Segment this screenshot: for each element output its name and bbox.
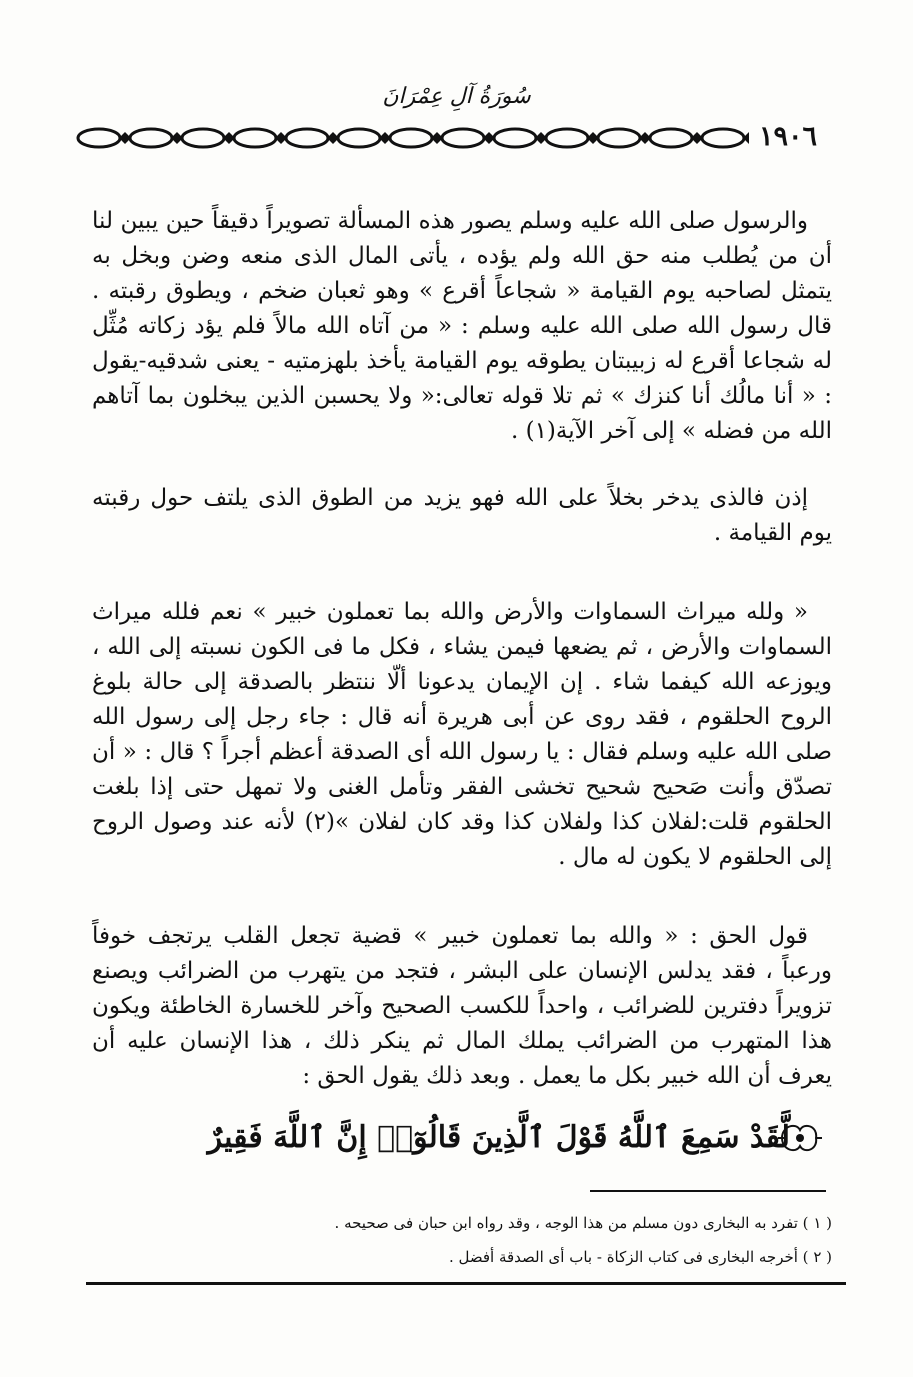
footnote-1: ( ١ ) تفرد به البخارى دون مسلم من هذا الوجه ، وقد رواه ابن حبان فى صحيحه . xyxy=(334,1214,832,1232)
chain-link-shape xyxy=(338,129,380,147)
paragraph-4: قول الحق : « والله بما تعملون خبير » قضية تجعل القلب يرتجف خوفاً ورعباً ، فقد يدلس الإنسان على البشر ، فتجد من يتهرب من الضرائب ويصنع تزويراً دفترين للضرائب ، واحداً للكسب الصحيح وآخر للخسارة الخاطئة ويكون هذا المتهرب من الضرائب يملك المال ثم ينكر ذلك ، هذا الإنسان عليه أن يعرف أن الله خبير بكل ما يعمل . وبعد ذلك يقول الحق : xyxy=(92,923,832,1089)
chain-link-shape xyxy=(286,129,328,147)
ornamental-header-band xyxy=(74,120,844,156)
quran-verse: لَّقَدْ سَمِعَ ٱللَّهُ قَوْلَ ٱلَّذِينَ قَالُوٓا۟ إِنَّ ٱللَّهَ فَقِيرٌ xyxy=(207,1120,790,1155)
chain-link-shape xyxy=(78,129,120,147)
chain-link-shape xyxy=(182,129,224,147)
main-text xyxy=(92,204,832,1094)
footnote-2: ( ٢ ) أخرجه البخارى فى كتاب الزكاة - باب أى الصدقة أفضل . xyxy=(448,1248,832,1266)
paragraph-1: والرسول صلى الله عليه وسلم يصور هذه المسألة تصويراً دقيقاً حين يبين لنا أن من يُطلب منه حق الله ولم يؤده ، يأتى المال الذى منعه وضن وبخل به يتمثل لصاحبه يوم القيامة « شجاعاً أقرع » وهو ثعبان ضخم ، ويطوق رقبته . قال رسول الله صلى الله عليه وسلم : « من آتاه الله مالاً فلم يؤد زكاته مُثِّل له شجاعا أقرع له زبيبتان يطوقه يوم القيامة يأخذ بلهزمتيه - يعنى شدقيه-يقول : « أنا مالُك أنا كنزك » ثم تلا قوله تعالى:« ولا يحسبن الذين يبخلون بما آتاهم الله من فضله » إلى آخر الآية(١) . xyxy=(92,208,832,444)
page-number: ١٩٠٦ xyxy=(749,118,827,156)
paragraph-2: إذن فالذى يدخر بخلاً على الله فهو يزيد من الطوق الذى يلتف حول رقبته يوم القيامة . xyxy=(92,485,832,546)
chain-link-shape xyxy=(494,129,536,147)
surah-title: سُورَةُ آلِ عِمْرَانَ xyxy=(382,84,531,109)
bottom-rule xyxy=(86,1282,846,1285)
chain-link-shape xyxy=(598,129,640,147)
chain-link-shape xyxy=(546,129,588,147)
chain-link-shape xyxy=(702,129,744,147)
chain-ornament-icon xyxy=(74,120,844,156)
chain-link-shape xyxy=(390,129,432,147)
chain-link-shape xyxy=(442,129,484,147)
chain-link-shape xyxy=(130,129,172,147)
chain-link-shape xyxy=(234,129,276,147)
footnote-separator xyxy=(590,1190,826,1192)
footnotes xyxy=(92,1206,832,1274)
chain-link-shape xyxy=(650,129,692,147)
paragraph-3: « ولله ميراث السماوات والأرض والله بما تعملون خبير » نعم فلله ميراث السماوات والأرض ، ثم يضعها فيمن يشاء ، فكل ما فى الكون نسبته إلى الله ، ويوزعه الله كيفما شاء . إن الإيمان يدعونا ألّا ننتظر بالصدقة إلى حالة بلوغ الروح الحلقوم ، فقد روى عن أبى هريرة أنه قال : جاء رجل إلى رسول الله صلى الله عليه وسلم فقال : يا رسول الله أى الصدقة أعظم أجراً ؟ قال : « أن تصدّق وأنت صَحيح شحيح تخشى الفقر وتأمل الغنى ولا تمهل حتى إذا بلغت الحلقوم قلت:لفلان كذا ولفلان كذا وقد كان لفلان »(٢) لأنه عند وصول الروح إلى الحلقوم لا يكون له مال . xyxy=(92,599,832,870)
